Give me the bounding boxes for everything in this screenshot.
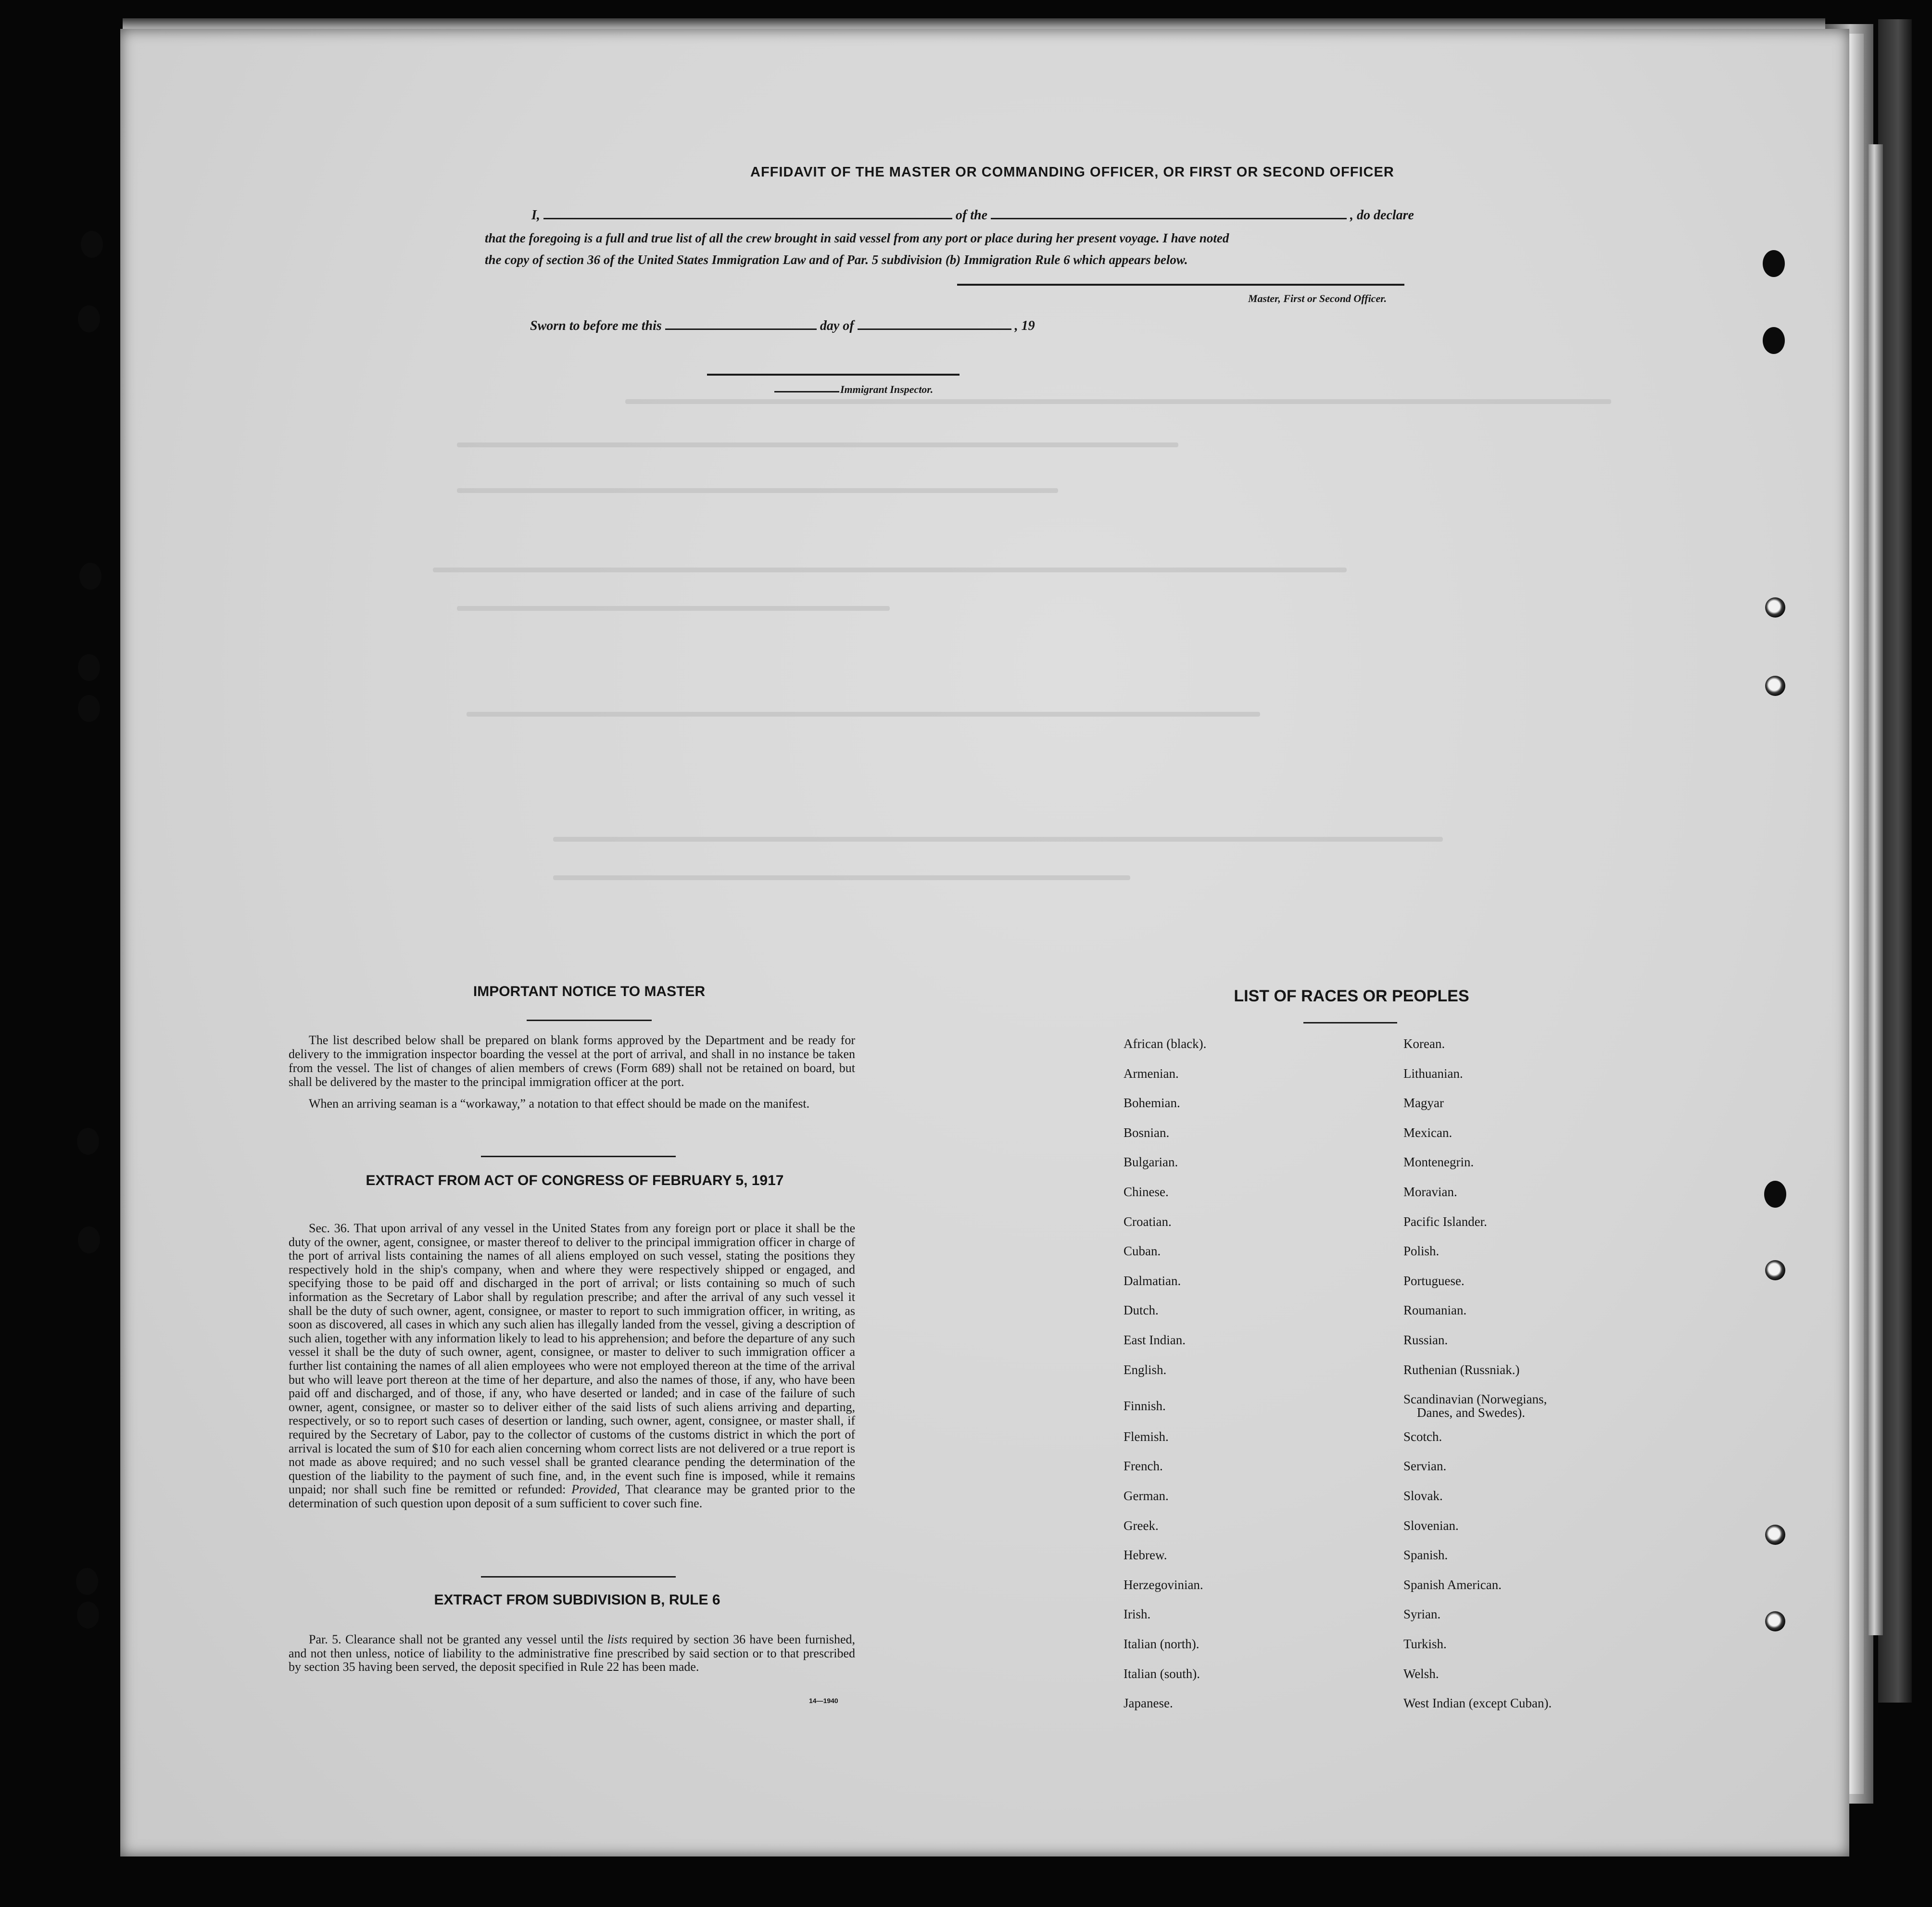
race-right-item: Slovenian. bbox=[1403, 1518, 1459, 1533]
affidavit-declaration-line bbox=[531, 208, 1414, 223]
races-title: LIST OF RACES OR PEOPLES bbox=[1234, 987, 1469, 1005]
race-right-item: Mexican. bbox=[1403, 1125, 1452, 1140]
race-left-item: Chinese. bbox=[1124, 1185, 1169, 1199]
notice-paragraph-1: The list described below shall be prepared on blank forms approved by the Department and be ready for delivery to the immigration inspector boarding the vessel at the port of arrival, and shall in no instance be taken from the vessel. The list of changes of alien members of crews (Form 689) shall not be retained on board, but shall be delivered by the master to the principal immigration officer at the port. bbox=[289, 1033, 855, 1089]
race-right-item: Russian. bbox=[1403, 1333, 1448, 1347]
master-name-blank[interactable] bbox=[543, 216, 952, 219]
race-left-item: Flemish. bbox=[1124, 1429, 1169, 1444]
document-sheet bbox=[120, 29, 1849, 1856]
race-right-item: Scotch. bbox=[1403, 1429, 1442, 1444]
binding-stud bbox=[1765, 1260, 1785, 1280]
bleed-through bbox=[457, 606, 890, 611]
notice-body bbox=[289, 1033, 855, 1118]
binding-hole bbox=[78, 305, 100, 332]
race-right-item: Slovak. bbox=[1403, 1489, 1443, 1503]
binding-hole bbox=[78, 1226, 100, 1253]
rule-extract-title: EXTRACT FROM SUBDIVISION B, RULE 6 bbox=[434, 1592, 720, 1608]
notice-title-rule bbox=[527, 1020, 652, 1021]
race-right-item: Korean. bbox=[1403, 1036, 1445, 1051]
race-right-item: Polish. bbox=[1403, 1244, 1440, 1259]
race-right-item: Spanish American. bbox=[1403, 1577, 1502, 1592]
bleed-through bbox=[553, 837, 1443, 842]
race-left-item: German. bbox=[1124, 1489, 1169, 1503]
binding-hole bbox=[77, 1602, 99, 1629]
race-left-item: Bosnian. bbox=[1124, 1125, 1170, 1140]
races-title-rule bbox=[1303, 1022, 1397, 1023]
race-left-item: Greek. bbox=[1124, 1518, 1159, 1533]
race-right-item: Montenegrin. bbox=[1403, 1155, 1474, 1170]
affidavit-title: AFFIDAVIT OF THE MASTER OR COMMANDING OFFICER, OR FIRST OR SECOND OFFICER bbox=[750, 164, 1394, 180]
race-left-item: Irish. bbox=[1124, 1607, 1151, 1622]
inspector-signature-underline bbox=[774, 391, 839, 392]
of-the-label: of the bbox=[955, 208, 988, 223]
race-right-item: Pacific Islander. bbox=[1403, 1214, 1487, 1229]
binding-hole bbox=[78, 654, 100, 681]
bleed-through bbox=[553, 875, 1130, 880]
act-extract-text: That upon arrival of any vessel in the United States from any foreign port or place it shall be the duty of the owner, agent, consignee, or master thereof to deliver to the principal immigration officer in charge of the port of arrival lists containing the names of all aliens employed on such vessel, stating the positions they respectively hold in the ship's company, when and where they were respectively shipped or engaged, and specifying those to be paid off and discharged in the port of arrival; or lists containing so much of such information as the Secretary of Labor shall by regulation prescribe; and after the arrival of any such vessel it shall be the duty of such owner, agent, consignee, or master to report to such immigration officer, in writing, as soon as discovered, all cases in which any such alien has illegally landed from the vessel, giving a description of such alien, together with any information likely to lead to his apprehension; and before the departure of any such vessel it shall be the duty of such owner, agent, consignee, or master to deliver to such immigration officer a further list containing the names of all alien employees who were not employed thereon at the time of the arrival but who will leave port thereon at the time of her departure, and also the names of those, if any, who have been paid off and discharged, and of those, if any, who have deserted or landed; and in case of the failure of such owner, agent, consignee, or master so to deliver either of the said lists of such aliens arriving and departing, respectively, or so to report such cases of desertion or landing, such owner, agent, consignee, or master shall, if required by the Secretary of Labor, pay to the collector of customs of the customs district in which the port of arrival is located the sum of $10 for each alien concerning whom correct lists are not delivered or a true report is not made as above required; and no such vessel shall be granted clearance pending the determination of the question of the liability to the payment of such fine, and, in the event such fine is imposed, while it remains unpaid; nor shall such fine be remitted or refunded: bbox=[289, 1221, 855, 1497]
race-left-item: Japanese. bbox=[1124, 1696, 1173, 1711]
bleed-through bbox=[467, 712, 1260, 717]
race-left-item: Croatian. bbox=[1124, 1214, 1172, 1229]
race-left-item: East Indian. bbox=[1124, 1333, 1186, 1347]
race-left-item: Finnish. bbox=[1124, 1399, 1166, 1414]
section-divider bbox=[481, 1156, 676, 1157]
binding-stud bbox=[1765, 597, 1785, 618]
rule-extract-body bbox=[289, 1633, 855, 1682]
race-left-item: Bulgarian. bbox=[1124, 1155, 1178, 1170]
bleed-through bbox=[457, 442, 1178, 447]
master-signature-line[interactable] bbox=[957, 284, 1404, 286]
race-right-item: Roumanian. bbox=[1403, 1303, 1467, 1318]
form-number: 14—1940 bbox=[809, 1697, 838, 1705]
race-right-item: Scandinavian (Norwegians, bbox=[1403, 1392, 1547, 1407]
race-left-item: Dutch. bbox=[1124, 1303, 1159, 1318]
binding-hole bbox=[79, 563, 101, 590]
act-extract-paragraph bbox=[289, 1222, 855, 1510]
race-right-continuation: Danes, and Swedes). bbox=[1417, 1405, 1525, 1420]
race-left-item: Cuban. bbox=[1124, 1244, 1161, 1259]
section-divider bbox=[481, 1576, 676, 1578]
binding-hole bbox=[77, 1128, 99, 1155]
binding-hole bbox=[81, 231, 103, 258]
master-signature-label: Master, First or Second Officer. bbox=[1248, 292, 1387, 304]
act-extract-title: EXTRACT FROM ACT OF CONGRESS OF FEBRUARY 5, 1917 bbox=[366, 1173, 784, 1188]
do-declare-label: , do declare bbox=[1350, 208, 1414, 223]
binding-hole bbox=[1763, 250, 1785, 277]
race-right-item: Welsh. bbox=[1403, 1666, 1439, 1681]
binding-stud bbox=[1765, 676, 1785, 696]
race-left-item: Italian (south). bbox=[1124, 1666, 1200, 1681]
binding-hole bbox=[1764, 1181, 1786, 1208]
race-right-item: Turkish. bbox=[1403, 1637, 1447, 1651]
rule-extract-text: Par. 5. Clearance shall not be granted any vessel until the bbox=[309, 1632, 604, 1646]
race-left-item: Herzegovinian. bbox=[1124, 1577, 1203, 1592]
act-extract-body bbox=[289, 1222, 855, 1518]
bleed-through bbox=[625, 399, 1611, 404]
race-right-item: Ruthenian (Russniak.) bbox=[1403, 1362, 1520, 1377]
race-left-item: English. bbox=[1124, 1362, 1167, 1377]
sworn-month-blank[interactable] bbox=[858, 327, 1011, 330]
rule-extract-text-end: required by section 36 have been furnished, and not then unless, notice of liability to the administrative fine prescribed by said section or to that prescribed by section 35 having been served, the deposit specified in Rule 22 has been made. bbox=[289, 1632, 856, 1674]
binding-stud bbox=[1765, 1611, 1785, 1631]
rule-extract-paragraph bbox=[289, 1633, 855, 1674]
binding-hole bbox=[78, 695, 100, 722]
race-left-item: French. bbox=[1124, 1459, 1163, 1474]
i-label: I, bbox=[531, 208, 540, 223]
inspector-signature-line[interactable] bbox=[707, 374, 960, 376]
lists-word: lists bbox=[607, 1632, 628, 1646]
binding-hole bbox=[1763, 327, 1785, 354]
vessel-name-blank[interactable] bbox=[991, 216, 1347, 219]
page-stack-edge-inner bbox=[1869, 144, 1883, 1635]
sworn-label: Sworn to before me this bbox=[530, 318, 662, 333]
bleed-through bbox=[457, 488, 1058, 493]
race-right-item: Lithuanian. bbox=[1403, 1066, 1463, 1081]
inspector-label: Immigrant Inspector. bbox=[840, 383, 934, 395]
provided-label: Provided, bbox=[571, 1482, 620, 1497]
section-label: Sec. 36. bbox=[309, 1221, 350, 1235]
race-right-item: Portuguese. bbox=[1403, 1273, 1465, 1288]
race-right-item: Spanish. bbox=[1403, 1548, 1448, 1563]
sworn-line bbox=[530, 318, 1035, 334]
race-left-item: Italian (north). bbox=[1124, 1637, 1200, 1651]
race-right-item: Moravian. bbox=[1403, 1185, 1457, 1199]
affidavit-statement-line: the copy of section 36 of the United States Immigration Law and of Par. 5 subdivision (b) Immigration Rule 6 which appears below. bbox=[485, 253, 1188, 267]
sworn-day-blank[interactable] bbox=[665, 327, 817, 330]
race-left-item: Hebrew. bbox=[1124, 1548, 1167, 1563]
race-right-item: West Indian (except Cuban). bbox=[1403, 1696, 1552, 1711]
bleed-through bbox=[433, 568, 1347, 572]
page-edge-shadow bbox=[1878, 19, 1912, 1703]
notice-title: IMPORTANT NOTICE TO MASTER bbox=[473, 984, 706, 999]
race-right-item: Magyar bbox=[1403, 1096, 1444, 1111]
binding-hole bbox=[76, 1568, 98, 1595]
notice-paragraph-2: When an arriving seaman is a “workaway,” a notation to that effect should be made on the manifest. bbox=[309, 1097, 810, 1111]
act-extract-text-end: That clearance may be granted prior to the determination of such question upon deposit of a sum sufficient to cover such fine. bbox=[289, 1482, 856, 1510]
race-left-item: Bohemian. bbox=[1124, 1096, 1180, 1111]
race-right-item: Syrian. bbox=[1403, 1607, 1441, 1622]
race-left-item: Armenian. bbox=[1124, 1066, 1179, 1081]
race-right-item: Servian. bbox=[1403, 1459, 1447, 1474]
race-left-item: Dalmatian. bbox=[1124, 1273, 1181, 1288]
race-left-item: African (black). bbox=[1124, 1036, 1207, 1051]
binding-stud bbox=[1765, 1525, 1785, 1545]
day-of-label: day of bbox=[820, 318, 854, 333]
year-label: , 19 bbox=[1014, 318, 1035, 333]
affidavit-statement-line: that the foregoing is a full and true list of all the crew brought in said vessel from any port or place during her present voyage. I have noted bbox=[485, 231, 1229, 245]
